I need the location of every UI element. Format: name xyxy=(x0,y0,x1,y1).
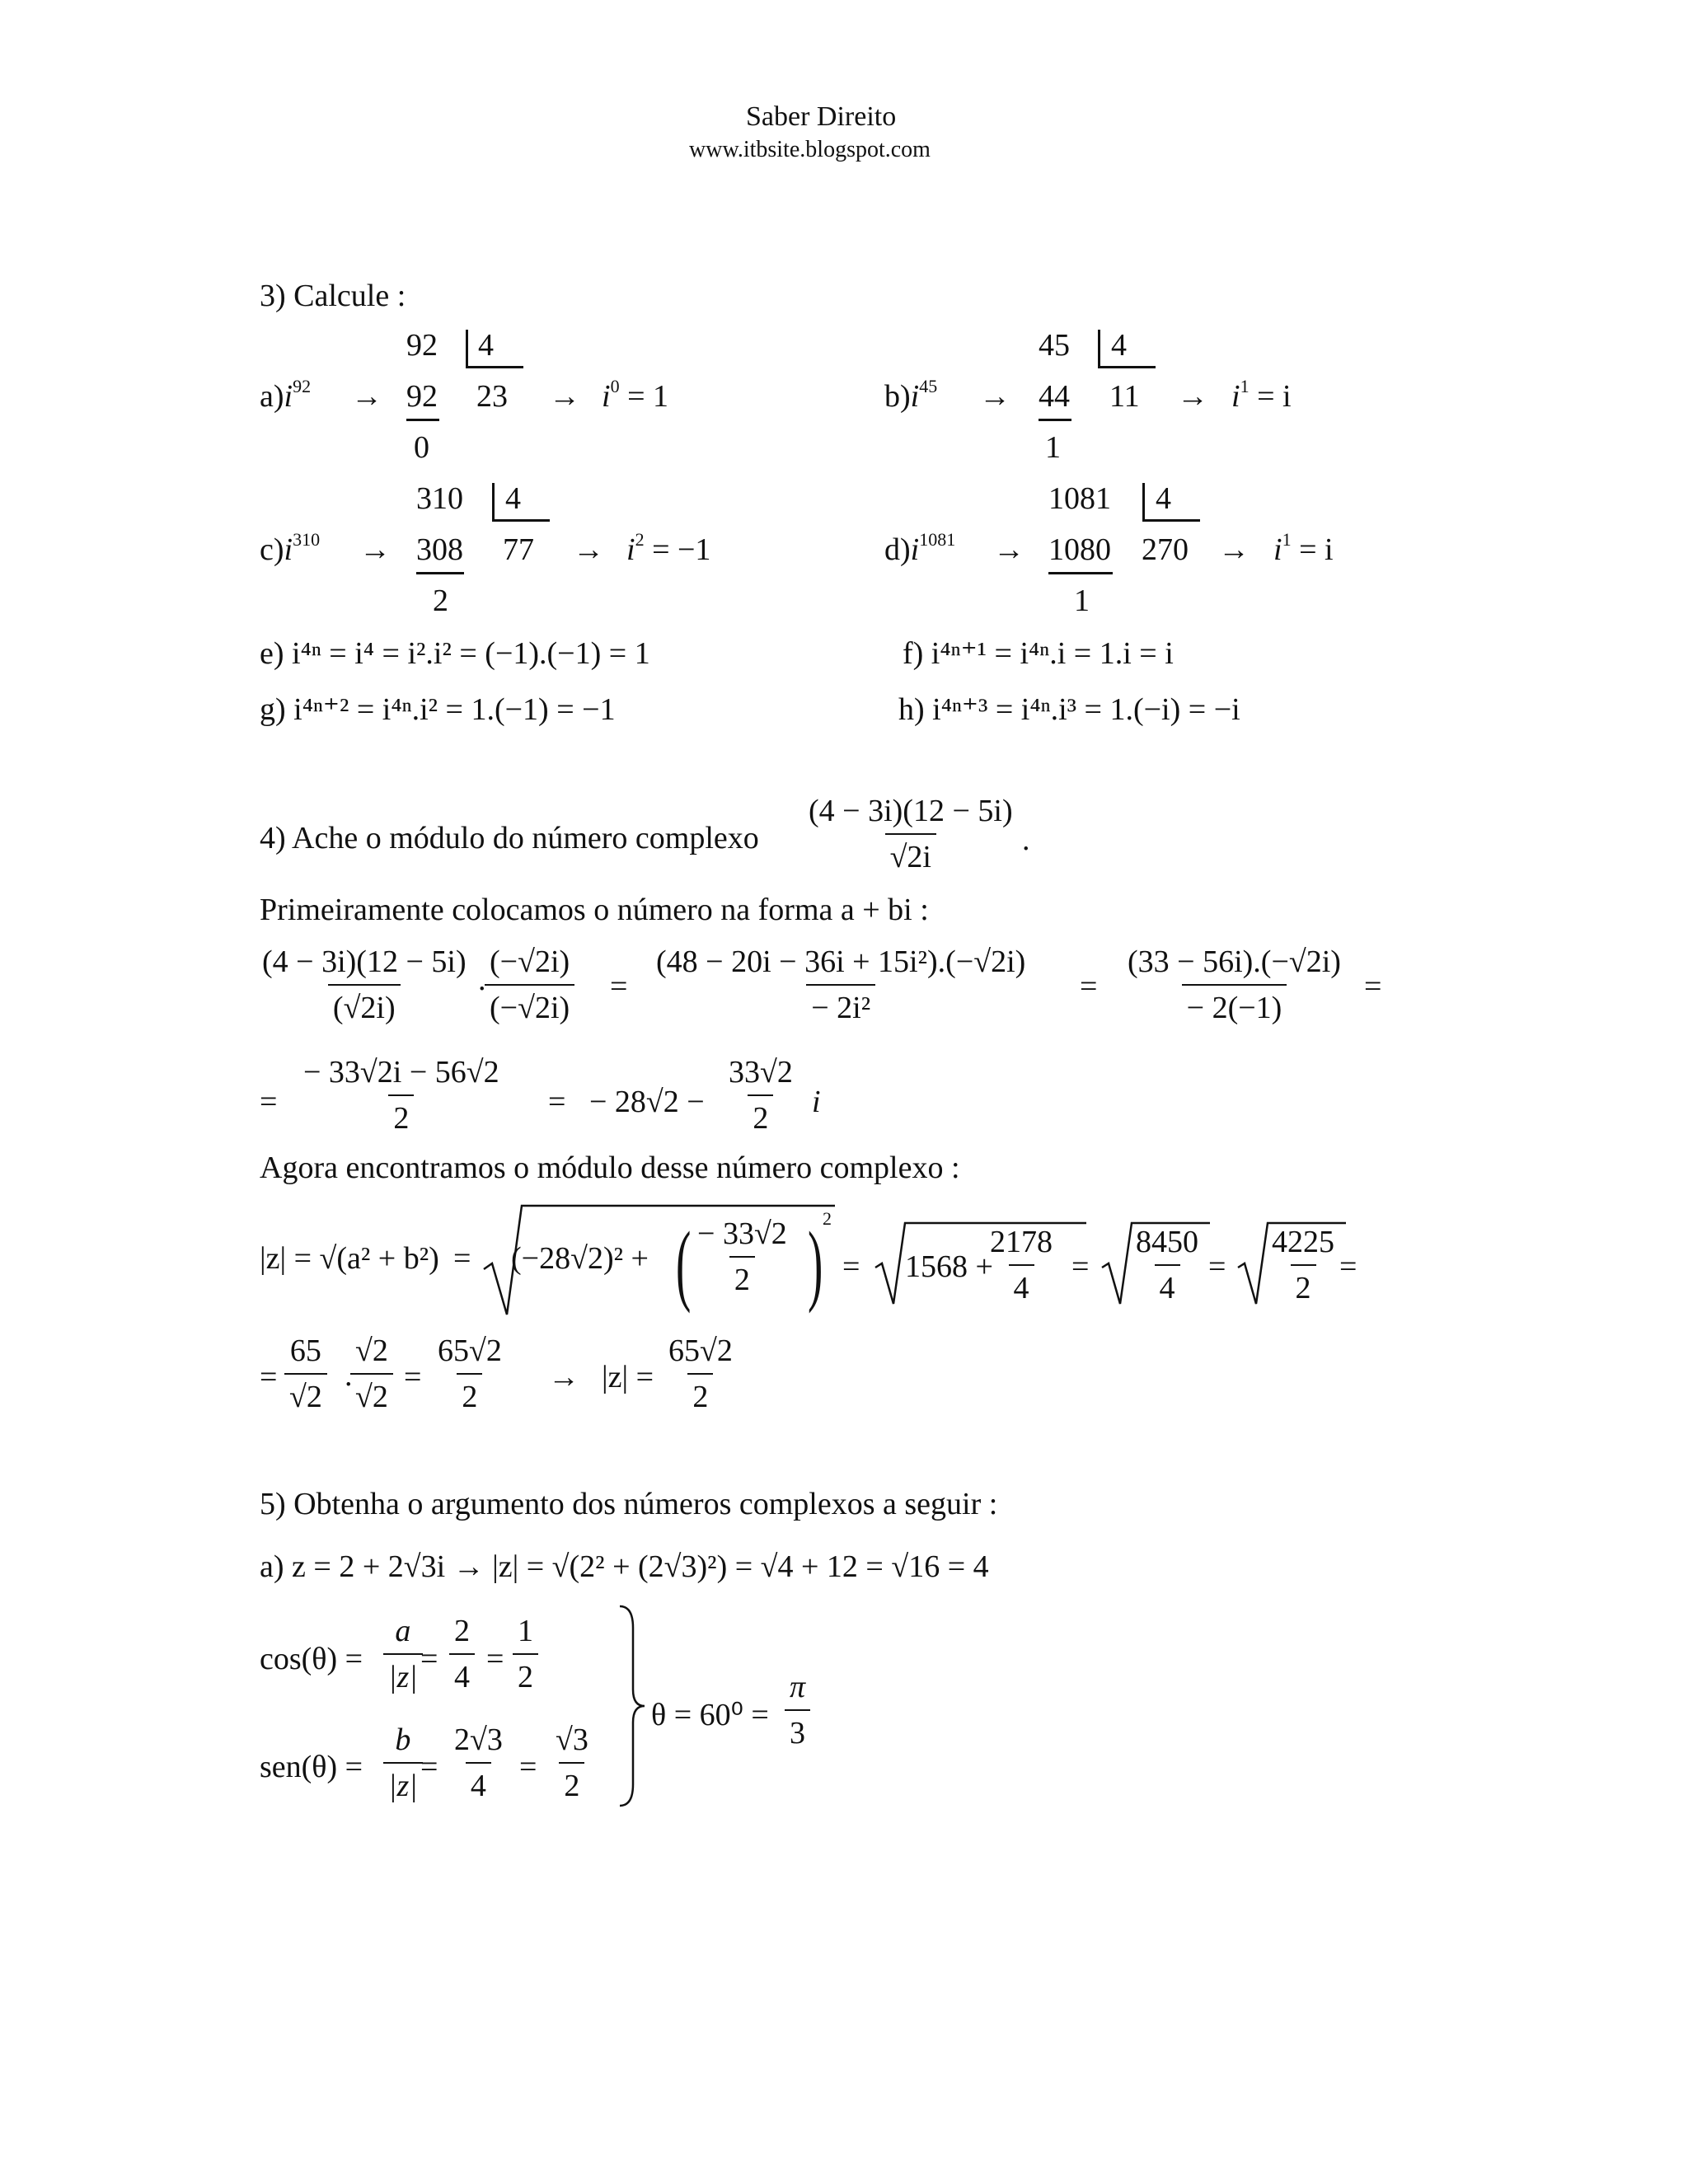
fraction-numerator: √3 xyxy=(556,1722,588,1757)
q3b-divisor: 4 xyxy=(1111,328,1127,363)
arrow-icon: → xyxy=(359,532,391,567)
q4-step3-fraction xyxy=(1123,946,1346,1024)
q5-theta-result: θ = 60⁰ = xyxy=(651,1698,769,1732)
q4-radicand: (−28√2)² + xyxy=(511,1241,649,1276)
q5-cos-fraction xyxy=(383,1615,423,1693)
imaginary-unit: i xyxy=(812,1085,821,1119)
q4-step-radicand: 1568 + xyxy=(905,1249,993,1284)
fraction-denominator: 4 xyxy=(449,1653,475,1693)
q4-step5-fraction xyxy=(724,1057,798,1134)
q3c-dividend: 310 xyxy=(416,481,463,516)
fraction-denominator: 4 xyxy=(1155,1264,1180,1304)
fraction-numerator: π xyxy=(790,1670,806,1704)
q4-step2-fraction xyxy=(651,946,1030,1024)
dot: . xyxy=(345,1358,353,1393)
q3-title: 3) Calcule : xyxy=(260,279,406,313)
q5-sen-fraction xyxy=(383,1724,423,1802)
fraction-denominator: 2 xyxy=(687,1373,713,1413)
q4-final-fraction xyxy=(663,1335,738,1413)
q3a-subtrahend: 92 xyxy=(406,379,438,414)
equals-sign: = xyxy=(519,1750,537,1784)
q3c-base: i xyxy=(284,532,293,567)
q4-title: 4) Ache o módulo do número complexo xyxy=(260,821,759,855)
q3d-result: $i^1 = i$ xyxy=(1273,529,1334,567)
equals-sign: = xyxy=(1339,1249,1357,1284)
arrow-icon: → xyxy=(548,1360,579,1394)
arrow-icon: → xyxy=(1218,532,1250,567)
equals-sign: = xyxy=(404,1360,422,1394)
q5-sen-fraction xyxy=(449,1724,508,1802)
q5-title: 5) Obtenha o argumento dos números complexos a seguir : xyxy=(260,1487,998,1521)
q4-result-fraction xyxy=(350,1335,393,1413)
fraction-denominator: |z| xyxy=(383,1653,423,1693)
dot: . xyxy=(478,963,486,997)
q4-intro: Primeiramente colocamos o número na forma a + bi : xyxy=(260,893,929,927)
equals-sign: = xyxy=(486,1642,504,1676)
fraction-denominator: 2 xyxy=(748,1094,773,1134)
fraction-denominator: (√2i) xyxy=(328,984,401,1024)
equals-sign: = xyxy=(453,1241,471,1276)
division-bracket-vertical xyxy=(1098,330,1100,367)
q3d-label: d) xyxy=(884,532,911,567)
fraction-numerator: 2178 xyxy=(990,1225,1053,1259)
equals-sign: = xyxy=(1208,1249,1226,1284)
q3-item-h: h) i⁴ⁿ⁺³ = i⁴ⁿ.i³ = 1.(−i) = −i xyxy=(898,692,1240,727)
subtraction-line xyxy=(406,419,439,421)
q3c-subtrahend: 308 xyxy=(416,532,463,567)
equals-sign: = xyxy=(1364,969,1382,1004)
q5-item-a: a) z = 2 + 2√3i → |z| = √(2² + (2√3)²) = √4 + 12 = √16 = 4 xyxy=(260,1549,989,1584)
q3b-subtrahend: 44 xyxy=(1039,379,1070,414)
division-bracket-vertical xyxy=(492,483,495,520)
q3a-exp: 92 xyxy=(293,376,312,396)
fraction-denominator: 2 xyxy=(559,1762,584,1802)
fraction-numerator: b xyxy=(395,1722,411,1757)
equals-sign: = xyxy=(420,1642,438,1676)
subtraction-line xyxy=(1048,572,1113,574)
fraction-denominator: 2 xyxy=(1291,1264,1316,1304)
q4-step-fraction xyxy=(1267,1226,1339,1304)
q4-step-fraction xyxy=(1131,1226,1203,1304)
arrow-icon: → xyxy=(1177,379,1208,414)
fraction-denominator: 4 xyxy=(466,1762,491,1802)
equals-sign: = xyxy=(420,1750,438,1784)
fraction-numerator: (48 − 20i − 36i + 15i²).(−√2i) xyxy=(656,944,1026,979)
q4-modulus-intro: Agora encontramos o módulo desse número complexo : xyxy=(260,1151,960,1185)
equals-sign: = xyxy=(842,1249,860,1284)
q3a-dividend: 92 xyxy=(406,328,438,363)
equals-sign: = xyxy=(260,1360,278,1394)
q3d-dividend: 1081 xyxy=(1048,481,1111,516)
q4-step4-fraction xyxy=(298,1057,504,1134)
division-bracket-horizontal xyxy=(1142,519,1200,522)
fraction-numerator: 65√2 xyxy=(438,1333,502,1368)
q3b-label: b) xyxy=(884,379,911,414)
division-bracket-horizontal xyxy=(492,519,550,522)
equals-sign: = xyxy=(260,1085,278,1119)
equals-sign: = xyxy=(610,969,628,1004)
equals-sign: = xyxy=(548,1085,566,1119)
arrow-icon: → xyxy=(573,532,604,567)
q3a-quotient: 23 xyxy=(476,379,508,414)
fraction-denominator: √2i xyxy=(885,833,936,873)
fraction-numerator: √2 xyxy=(355,1333,388,1368)
open-paren: ( xyxy=(676,1213,692,1314)
q5-cos-fraction xyxy=(449,1615,475,1693)
q4-final-prefix: |z| = xyxy=(602,1360,654,1394)
q5-sen-label: sen(θ) = xyxy=(260,1750,363,1784)
q3b-result: $i^1 = i$ xyxy=(1231,376,1292,414)
q5-theta-fraction xyxy=(785,1671,810,1749)
q3a-divisor: 4 xyxy=(478,328,494,363)
fraction-denominator: |z| xyxy=(383,1762,423,1802)
q4-result-fraction xyxy=(284,1335,327,1413)
q3c-quotient: 77 xyxy=(503,532,534,567)
fraction-denominator: 2 xyxy=(457,1373,482,1413)
fraction-numerator: (−√2i) xyxy=(490,944,570,979)
fraction-denominator: 2 xyxy=(513,1653,538,1693)
q3c-result: $i^2 = -1$ xyxy=(626,529,711,567)
q3d-quotient: 270 xyxy=(1142,532,1189,567)
fraction-denominator: √2 xyxy=(284,1373,327,1413)
close-paren: ) xyxy=(808,1213,823,1314)
q4-step-fraction xyxy=(985,1226,1057,1304)
q3c-remainder: 2 xyxy=(433,583,448,618)
q3d-subtrahend: 1080 xyxy=(1048,532,1111,567)
q3c-exp: 310 xyxy=(293,529,321,550)
fraction-numerator: (4 − 3i)(12 − 5i) xyxy=(809,794,1013,828)
subtraction-line xyxy=(1039,419,1071,421)
fraction-numerator: 33√2 xyxy=(729,1055,793,1090)
fraction-denominator: 3 xyxy=(785,1709,810,1749)
q3-item-e: e) i⁴ⁿ = i⁴ = i².i² = (−1).(−1) = 1 xyxy=(260,636,650,671)
q5-cos-label: cos(θ) = xyxy=(260,1642,363,1676)
arrow-icon: → xyxy=(351,379,382,414)
q3b-remainder: 1 xyxy=(1045,430,1061,465)
fraction-numerator: 65√2 xyxy=(668,1333,733,1368)
fraction-numerator: (33 − 56i).(−√2i) xyxy=(1128,944,1341,979)
page-title: Saber Direito xyxy=(746,101,897,132)
fraction-numerator: 2 xyxy=(454,1614,470,1648)
fraction-denominator: − 2(−1) xyxy=(1182,984,1287,1024)
fraction-numerator: 65 xyxy=(289,1333,321,1368)
fraction-numerator: 8450 xyxy=(1136,1225,1198,1259)
q3d-divisor: 4 xyxy=(1156,481,1171,516)
q4-step5-prefix: − 28√2 − xyxy=(589,1085,705,1119)
fraction-numerator: a xyxy=(395,1614,411,1648)
division-bracket-horizontal xyxy=(466,366,523,368)
q3d-remainder: 1 xyxy=(1074,583,1090,618)
q3-item-f: f) i⁴ⁿ⁺¹ = i⁴ⁿ.i = 1.i = i xyxy=(903,636,1174,671)
arrow-icon: → xyxy=(993,532,1025,567)
fraction-denominator: 2 xyxy=(388,1094,414,1134)
fraction-numerator: 2√3 xyxy=(454,1722,503,1757)
q4-modulus-formula: |z| = √(a² + b²) xyxy=(260,1241,439,1276)
q3b-base: i xyxy=(910,379,920,414)
right-brace-icon xyxy=(617,1603,649,1809)
division-bracket-vertical xyxy=(1142,483,1145,520)
equals-sign: = xyxy=(1080,969,1098,1004)
site-url: www.itbsite.blogspot.com xyxy=(689,137,931,162)
division-bracket-vertical xyxy=(466,330,468,367)
q3a-result: $i^0 = 1$ xyxy=(602,376,668,414)
q4-result-fraction xyxy=(433,1335,507,1413)
q4-step1-fraction xyxy=(257,946,471,1024)
q3d-base: i xyxy=(910,532,920,567)
fraction-denominator: 2 xyxy=(729,1256,755,1296)
equals-sign: = xyxy=(1071,1249,1090,1284)
q3a-base: i xyxy=(284,379,293,414)
fraction-denominator: (−√2i) xyxy=(485,984,574,1024)
fraction-numerator: − 33√2 xyxy=(697,1216,787,1251)
q3a-remainder: 0 xyxy=(414,430,429,465)
subtraction-line xyxy=(416,572,464,574)
q3-item-g: g) i⁴ⁿ⁺² = i⁴ⁿ.i² = 1.(−1) = −1 xyxy=(260,692,616,727)
period: . xyxy=(1022,823,1030,857)
q3a-label: a) xyxy=(260,379,284,414)
q5-sen-fraction xyxy=(551,1724,593,1802)
q3d-exp: 1081 xyxy=(919,529,956,550)
q3b-quotient: 11 xyxy=(1109,379,1140,414)
fraction-numerator: 1 xyxy=(518,1614,533,1648)
q3b-exp: 45 xyxy=(919,376,938,396)
q4-step1b-fraction xyxy=(485,946,574,1024)
q3b-dividend: 45 xyxy=(1039,328,1070,363)
q4-radicand-fraction xyxy=(692,1218,792,1296)
exponent: 2 xyxy=(823,1208,832,1229)
fraction-denominator: − 2i² xyxy=(806,984,875,1024)
arrow-icon: → xyxy=(979,379,1010,414)
fraction-numerator: (4 − 3i)(12 − 5i) xyxy=(262,944,467,979)
q3c-label: c) xyxy=(260,532,284,567)
fraction-denominator: 4 xyxy=(1009,1264,1034,1304)
fraction-numerator: 4225 xyxy=(1272,1225,1334,1259)
q4-fraction xyxy=(804,795,1018,873)
q5-cos-fraction xyxy=(513,1615,538,1693)
fraction-denominator: √2 xyxy=(350,1373,393,1413)
division-bracket-horizontal xyxy=(1098,366,1156,368)
fraction-numerator: − 33√2i − 56√2 xyxy=(303,1055,499,1090)
arrow-icon: → xyxy=(549,379,580,414)
q3c-divisor: 4 xyxy=(505,481,521,516)
